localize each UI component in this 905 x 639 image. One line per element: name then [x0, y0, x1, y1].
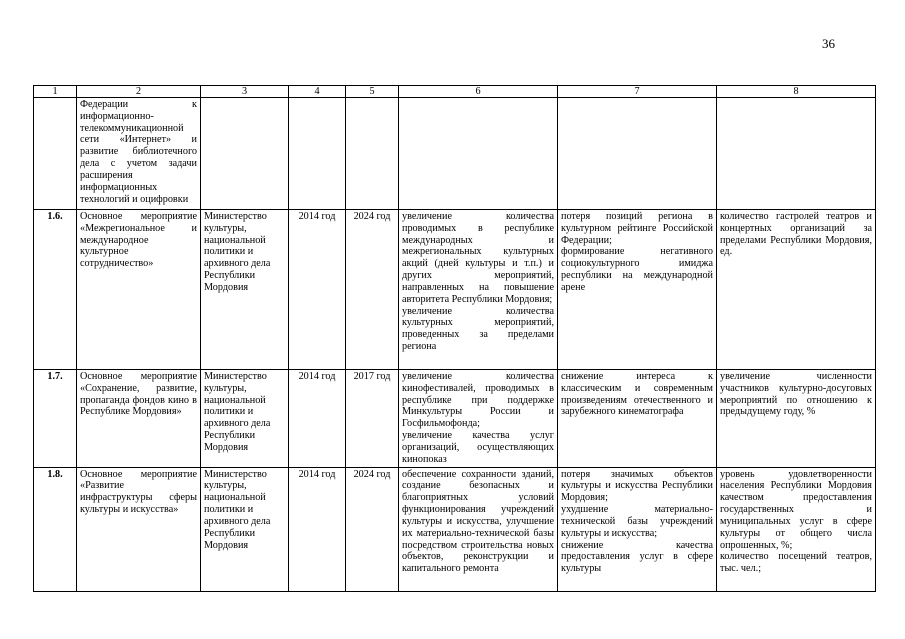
start-year: 2014 год — [289, 210, 346, 370]
page-number: 36 — [822, 36, 835, 51]
col-header-8: 8 — [717, 86, 876, 98]
executor — [201, 98, 289, 210]
measure-name: Федерации к информационно-телекоммуникационной сети «Интернет» и развитие библиотечного дела с учетом задачи расширения информационных технологий и оцифровки — [77, 98, 201, 210]
col-header-7: 7 — [558, 86, 717, 98]
consequences: снижение интереса к классическим и современным произведениям отечественного и зарубежного кинематографа — [558, 370, 717, 468]
executor: Министерство культуры, национальной политики и архивного дела Республики Мордовия — [201, 370, 289, 468]
program-table — [33, 85, 876, 592]
header-row — [34, 86, 876, 98]
measure-name: Основное мероприятие «Сохранение, развитие, пропаганда фондов кино в Республике Мордовия» — [77, 370, 201, 468]
row-number: 1.6. — [34, 210, 77, 370]
start-year: 2014 год — [289, 370, 346, 468]
end-year: 2024 год — [346, 467, 399, 591]
executor: Министерство культуры, национальной политики и архивного дела Республики Мордовия — [201, 210, 289, 370]
col-header-1: 1 — [34, 86, 77, 98]
end-year: 2017 год — [346, 370, 399, 468]
consequences — [558, 98, 717, 210]
row-number — [34, 98, 77, 210]
col-header-6: 6 — [399, 86, 558, 98]
expected-result: увеличение количества проводимых в республике международных и межрегиональных культурных акций (дней культуры и т.п.) и других мероприятий, направленных на повышение авторитета Республики Мордовия; увеличение количества культурных мероприятий, проведенных за пределами региона — [399, 210, 558, 370]
col-header-4: 4 — [289, 86, 346, 98]
expected-result: увеличение количества кинофестивалей, проводимых в республике при поддержке Минкультуры России и Госфильмофонда; увеличение качества услуг организаций, осуществляющих кинопоказ — [399, 370, 558, 468]
indicators: уровень удовлетворенности населения Республики Мордовия качеством предоставления государственных и муниципальных услуг в сфере культуры от общего числа опрошенных, %; количество посещений театров, тыс. чел.; — [717, 467, 876, 591]
indicators: количество гастролей театров и концертных организаций за пределами Республики Мордовия, ед. — [717, 210, 876, 370]
table-row — [34, 210, 876, 370]
col-header-5: 5 — [346, 86, 399, 98]
table-row — [34, 467, 876, 591]
expected-result: обеспечение сохранности зданий, создание безопасных и благоприятных условий функционирования учреждений культуры и искусства, улучшение их материально-технической базы посредством строительства новых объектов, реконструкции и капитального ремонта — [399, 467, 558, 591]
end-year: 2024 год — [346, 210, 399, 370]
indicators — [717, 98, 876, 210]
start-year: 2014 год — [289, 467, 346, 591]
measure-name: Основное мероприятие «Развитие инфраструктуры сферы культуры и искусства» — [77, 467, 201, 591]
end-year — [346, 98, 399, 210]
table-row — [34, 370, 876, 468]
start-year — [289, 98, 346, 210]
expected-result — [399, 98, 558, 210]
consequences: потеря значимых объектов культуры и искусства Республики Мордовия; ухудшение материально-технической базы учреждений культуры и искусства; снижение качества предоставления услуг в сфере культуры — [558, 467, 717, 591]
row-number: 1.8. — [34, 467, 77, 591]
col-header-3: 3 — [201, 86, 289, 98]
indicators: увеличение численности участников культурно-досуговых мероприятий по отношению к предыдущему году, % — [717, 370, 876, 468]
executor: Министерство культуры, национальной политики и архивного дела Республики Мордовия — [201, 467, 289, 591]
measure-name: Основное мероприятие «Межрегиональное и международное культурное сотрудничество» — [77, 210, 201, 370]
row-number: 1.7. — [34, 370, 77, 468]
table-row — [34, 98, 876, 210]
col-header-2: 2 — [77, 86, 201, 98]
consequences: потеря позиций региона в культурном рейтинге Российской Федерации; формирование негативного социокультурного имиджа республики на международной арене — [558, 210, 717, 370]
